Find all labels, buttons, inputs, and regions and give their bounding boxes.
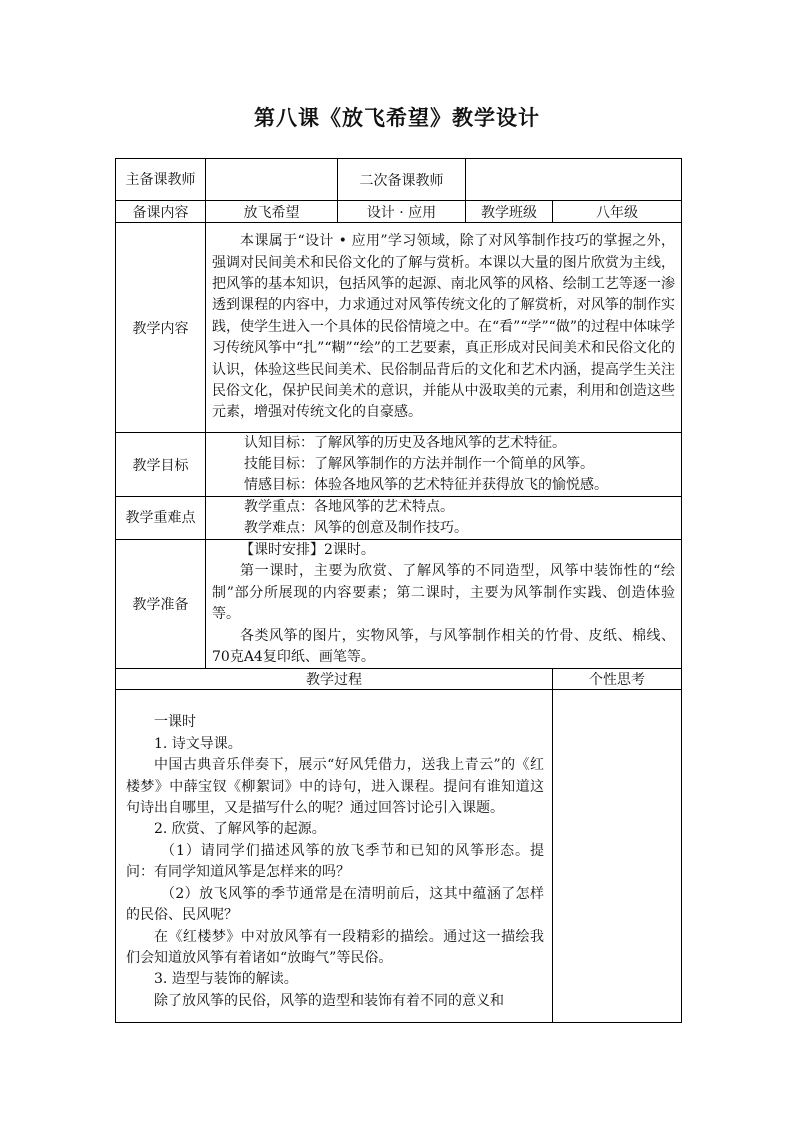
goal-item: 认知目标：了解风筝的历史及各地风筝的艺术特征。 [244,435,566,451]
goals-label: 教学目标 [116,433,206,497]
key-points-label: 教学重难点 [116,497,206,540]
main-teacher-value [206,159,338,201]
reflection-content [553,690,682,1023]
lesson-plan-table [115,158,682,1023]
process-paragraph: 在《红楼梦》中对放风筝有一段精彩的描绘。通过这一描绘我们会知道放风筝有着诸如“放晦气”等民俗。 [126,928,544,966]
process-paragraph: （2）放飞风筝的季节通常是在清明前后，这其中蕴涵了怎样的民俗、民风呢？ [126,885,544,924]
key-point-item: 教学难点：风筝的创意及制作技巧。 [244,520,468,536]
preparation-row [116,540,682,669]
process-paragraph: 2. 欣赏、了解风筝的起源。 [154,821,326,838]
process-body-row [116,690,682,1023]
class-label: 教学班级 [466,201,553,223]
process-header-row [116,669,682,690]
key-points-row [116,497,682,540]
content-row [116,201,682,223]
preparation-paragraph: 【课时安排】2课时。 [240,542,375,558]
goals-row [116,433,682,497]
teacher-row [116,159,682,201]
content-value: 放飞希望 [206,201,338,223]
preparation-paragraph: 第一课时，主要为欣赏、了解风筝的不同造型，风筝中装饰性的“绘制”部分所展现的内容要素；第二课时，主要为风筝制作实践、创造体验等。 [212,563,675,623]
class-value: 八年级 [553,201,682,223]
content-label: 备课内容 [116,201,206,223]
page-title: 第八课《放飞希望》教学设计 [254,106,540,130]
process-paragraph: 中国古典音乐伴奏下，展示“好风凭借力，送我上青云”的《红楼梦》中薛宝钗《柳絮词》中的诗句，进入课程。提问有谁知道这句诗出自哪里，又是描写什么的呢？通过回答讨论引入课题。 [126,757,544,817]
process-paragraph: 3. 造型与装饰的解读。 [154,971,298,988]
main-teacher-label: 主备课教师 [116,159,206,201]
teaching-content-label: 教学内容 [116,223,206,433]
teaching-content-text: 本课属于“设计 • 应用”学习领域，除了对风筝制作技巧的掌握之外，强调对民间美术和民俗文化的了解与赏析。本课以大量的图片欣赏为主线，把风筝的基本知识，包括风筝的起源、南北风筝的风格、绘制工艺等逐一渗透到课程的内容中，力求通过对风筝传统文化的了解赏析，对风筝的制作实践，使学生进入一个具体的民俗情境之中。在“看”“学”“做”的过程中体味学习传统风筝中“扎”“糊”“绘”的工艺要素，真正形成对民间美术和民俗文化的认识，体验这些民间美术、民俗制品背后的文化和艺术内涵，提高学生关注民俗文化，保护民间美术的意识，并能从中汲取美的元素，利用和创造这些元素，增强对传统文化的自豪感。 [212,233,675,421]
process-paragraph: （1）请同学们描述风筝的放飞季节和已知的风筝形态。提问：有同学知道风筝是怎样来的吗？ [126,842,544,881]
process-paragraph: 一课时 [154,714,196,731]
preparation-label: 教学准备 [116,540,206,669]
second-teacher-value [466,159,682,201]
goal-item: 情感目标：体验各地风筝的艺术特征并获得放飞的愉悦感。 [244,477,608,493]
process-paragraph: 除了放风筝的民俗，风筝的造型和装饰有着不同的意义和 [154,992,504,1009]
domain-value: 设计 · 应用 [338,201,466,223]
process-label: 教学过程 [116,669,553,690]
teaching-content-row [116,223,682,433]
goal-item: 技能目标：了解风筝制作的方法并制作一个简单的风筝。 [244,456,594,472]
preparation-paragraph: 各类风筝的图片，实物风筝，与风筝制作相关的竹骨、皮纸、棉线、70克A4复印纸、画笔等。 [212,627,675,666]
second-teacher-label: 二次备课教师 [338,159,466,201]
key-point-item: 教学重点：各地风筝的艺术特点。 [244,499,454,515]
reflection-label: 个性思考 [553,669,682,690]
process-paragraph: 1. 诗文导课。 [154,735,242,752]
process-content [116,690,553,1023]
